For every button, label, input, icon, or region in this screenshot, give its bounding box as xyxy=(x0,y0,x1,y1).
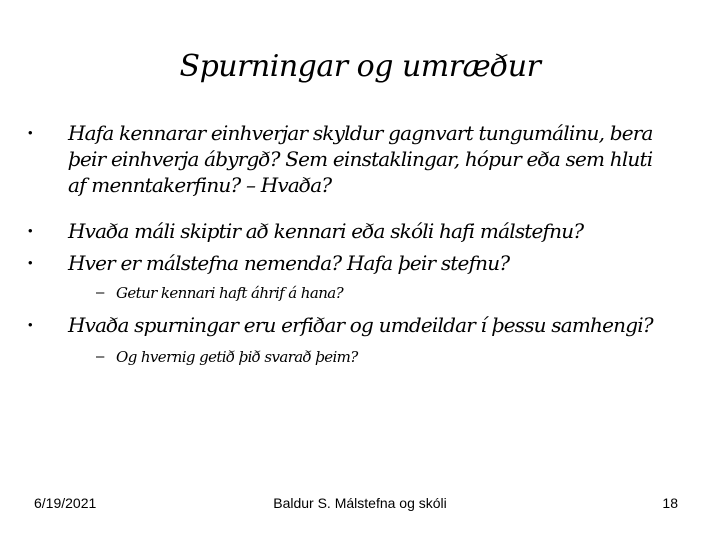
bullet-text: Hvaða máli skiptir að kennari eða skóli hafi málstefnu? xyxy=(68,219,584,243)
bullet-item xyxy=(28,312,668,338)
footer-date: 6/19/2021 xyxy=(34,495,97,511)
bullet-item xyxy=(28,120,668,198)
bullet-text: Hver er málstefna nemenda? Hafa þeir stefnu? xyxy=(68,251,510,275)
slide-title: Spurningar og umræður xyxy=(179,49,541,84)
sub-bullet-item xyxy=(96,346,662,368)
footer-caption: Baldur S. Málstefna og skóli xyxy=(273,495,447,511)
bullet-marker: • xyxy=(28,255,32,270)
sub-bullet-item xyxy=(96,282,662,304)
sub-bullet-marker: – xyxy=(96,284,104,301)
bullet-marker: • xyxy=(28,317,32,332)
page-number: 18 xyxy=(662,495,678,511)
bullet-item xyxy=(28,250,668,276)
bullet-marker: • xyxy=(28,125,32,140)
sub-bullet-text: Getur kennari haft áhrif á hana? xyxy=(116,284,344,302)
sub-bullet-text: Og hvernig getið þið svarað þeim? xyxy=(116,348,358,366)
bullet-item xyxy=(28,218,668,244)
bullet-marker: • xyxy=(28,223,32,238)
sub-bullet-marker: – xyxy=(96,348,104,365)
bullet-text: Hvaða spurningar eru erfiðar og umdeildar í þessu samhengi? xyxy=(68,313,653,337)
bullet-text: Hafa kennarar einhverjar skyldur gagnvart tungumálinu, bera þeir einhverja ábyrgð? Sem einstaklingar, hópur eða sem hluti af menntakerfinu? – Hvaða? xyxy=(68,121,653,197)
